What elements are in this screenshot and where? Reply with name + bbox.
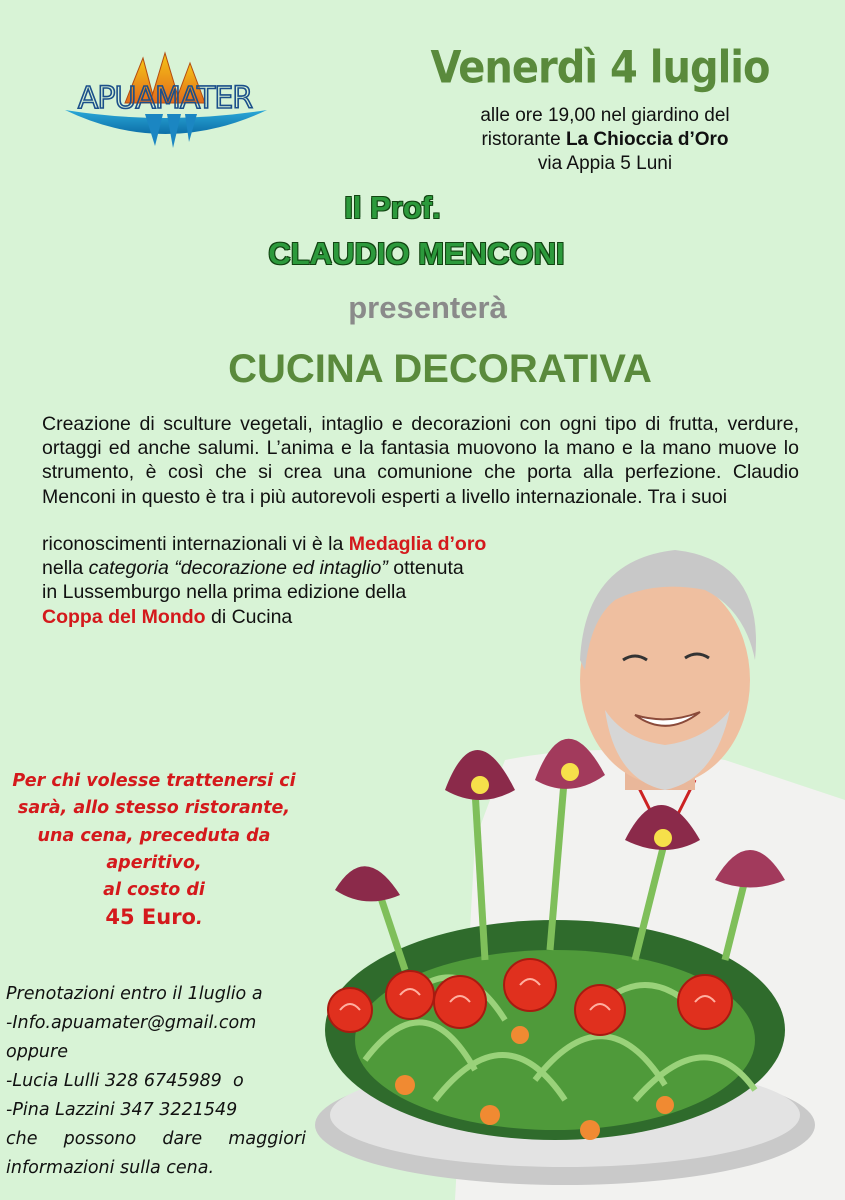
event-restaurant-line <box>425 128 785 152</box>
apuamater-logo <box>55 48 275 158</box>
booking-more-info-end: informazioni sulla cena. <box>6 1158 215 1178</box>
category-text: categoria “decorazione ed intaglio” <box>88 557 388 580</box>
presents-text: presenterà <box>348 290 507 325</box>
cup-suffix: di Cucina <box>205 605 293 628</box>
booking-deadline: Prenotazioni entro il 1luglio a <box>6 984 263 1004</box>
event-time-line: alle ore 19,00 nel giardino del <box>480 105 730 126</box>
booking-contact-lucia[interactable]: -Lucia Lulli 328 6745989 o <box>6 1071 244 1091</box>
category-prefix: nella <box>42 557 89 580</box>
dinner-price: 45 Euro <box>105 905 196 930</box>
speaker-name: CLAUDIO MENCONI <box>268 236 565 271</box>
restaurant-name: La Chioccia d’Oro <box>565 129 729 150</box>
booking-contact-pina[interactable]: -Pina Lazzini 347 3221549 <box>6 1100 238 1120</box>
event-place <box>425 104 785 176</box>
booking-email[interactable]: -Info.apuamater@gmail.com <box>6 1013 257 1033</box>
booking-more-info: che possono dare maggiori <box>6 1129 306 1149</box>
dinner-info <box>4 768 304 934</box>
medal-highlight: Medaglia d’oro <box>348 533 487 555</box>
booking-info <box>6 980 306 1183</box>
dinner-line: Per chi volesse trattenersi ci <box>12 771 296 791</box>
dinner-line: aperitivo, <box>106 852 202 873</box>
award-line-place: in Lussemburgo nella prima edizione della <box>42 581 407 604</box>
cup-highlight: Coppa del Mondo <box>42 605 206 628</box>
dinner-line: sarà, allo stesso ristorante, <box>17 798 291 819</box>
event-address: via Appia 5 Luni <box>537 153 673 174</box>
event-title: CUCINA DECORATIVA <box>228 347 652 391</box>
description-body: Creazione di sculture vegetali, intaglio e decorazioni con ogni tipo di frutta, verdure, ortaggi ed anche salumi. L’anima e la fantasia muovono la mano e la mano muove lo strumento, è così che si crea una comunione che porta alla perfezione. Claudio Menconi in questo è tra i più autorevoli esperti a livello internazionale. Tra i suoi <box>42 413 799 508</box>
restaurant-prefix: ristorante <box>481 129 566 150</box>
dinner-price-suffix: . <box>195 909 203 930</box>
event-date: Venerdì 4 luglio <box>430 42 770 94</box>
dinner-price-line <box>4 904 304 933</box>
chef-photo <box>305 540 845 1200</box>
speaker-prefix: Il Prof. <box>344 190 441 225</box>
dinner-line: al costo di <box>103 880 205 901</box>
logo-text: APUAMATER <box>77 81 253 116</box>
booking-or: oppure <box>6 1042 68 1062</box>
award-intro: riconoscimenti internazionali vi è la <box>42 533 349 555</box>
category-suffix: ottenuta <box>387 557 464 580</box>
dinner-line: una cena, preceduta da <box>37 825 271 846</box>
